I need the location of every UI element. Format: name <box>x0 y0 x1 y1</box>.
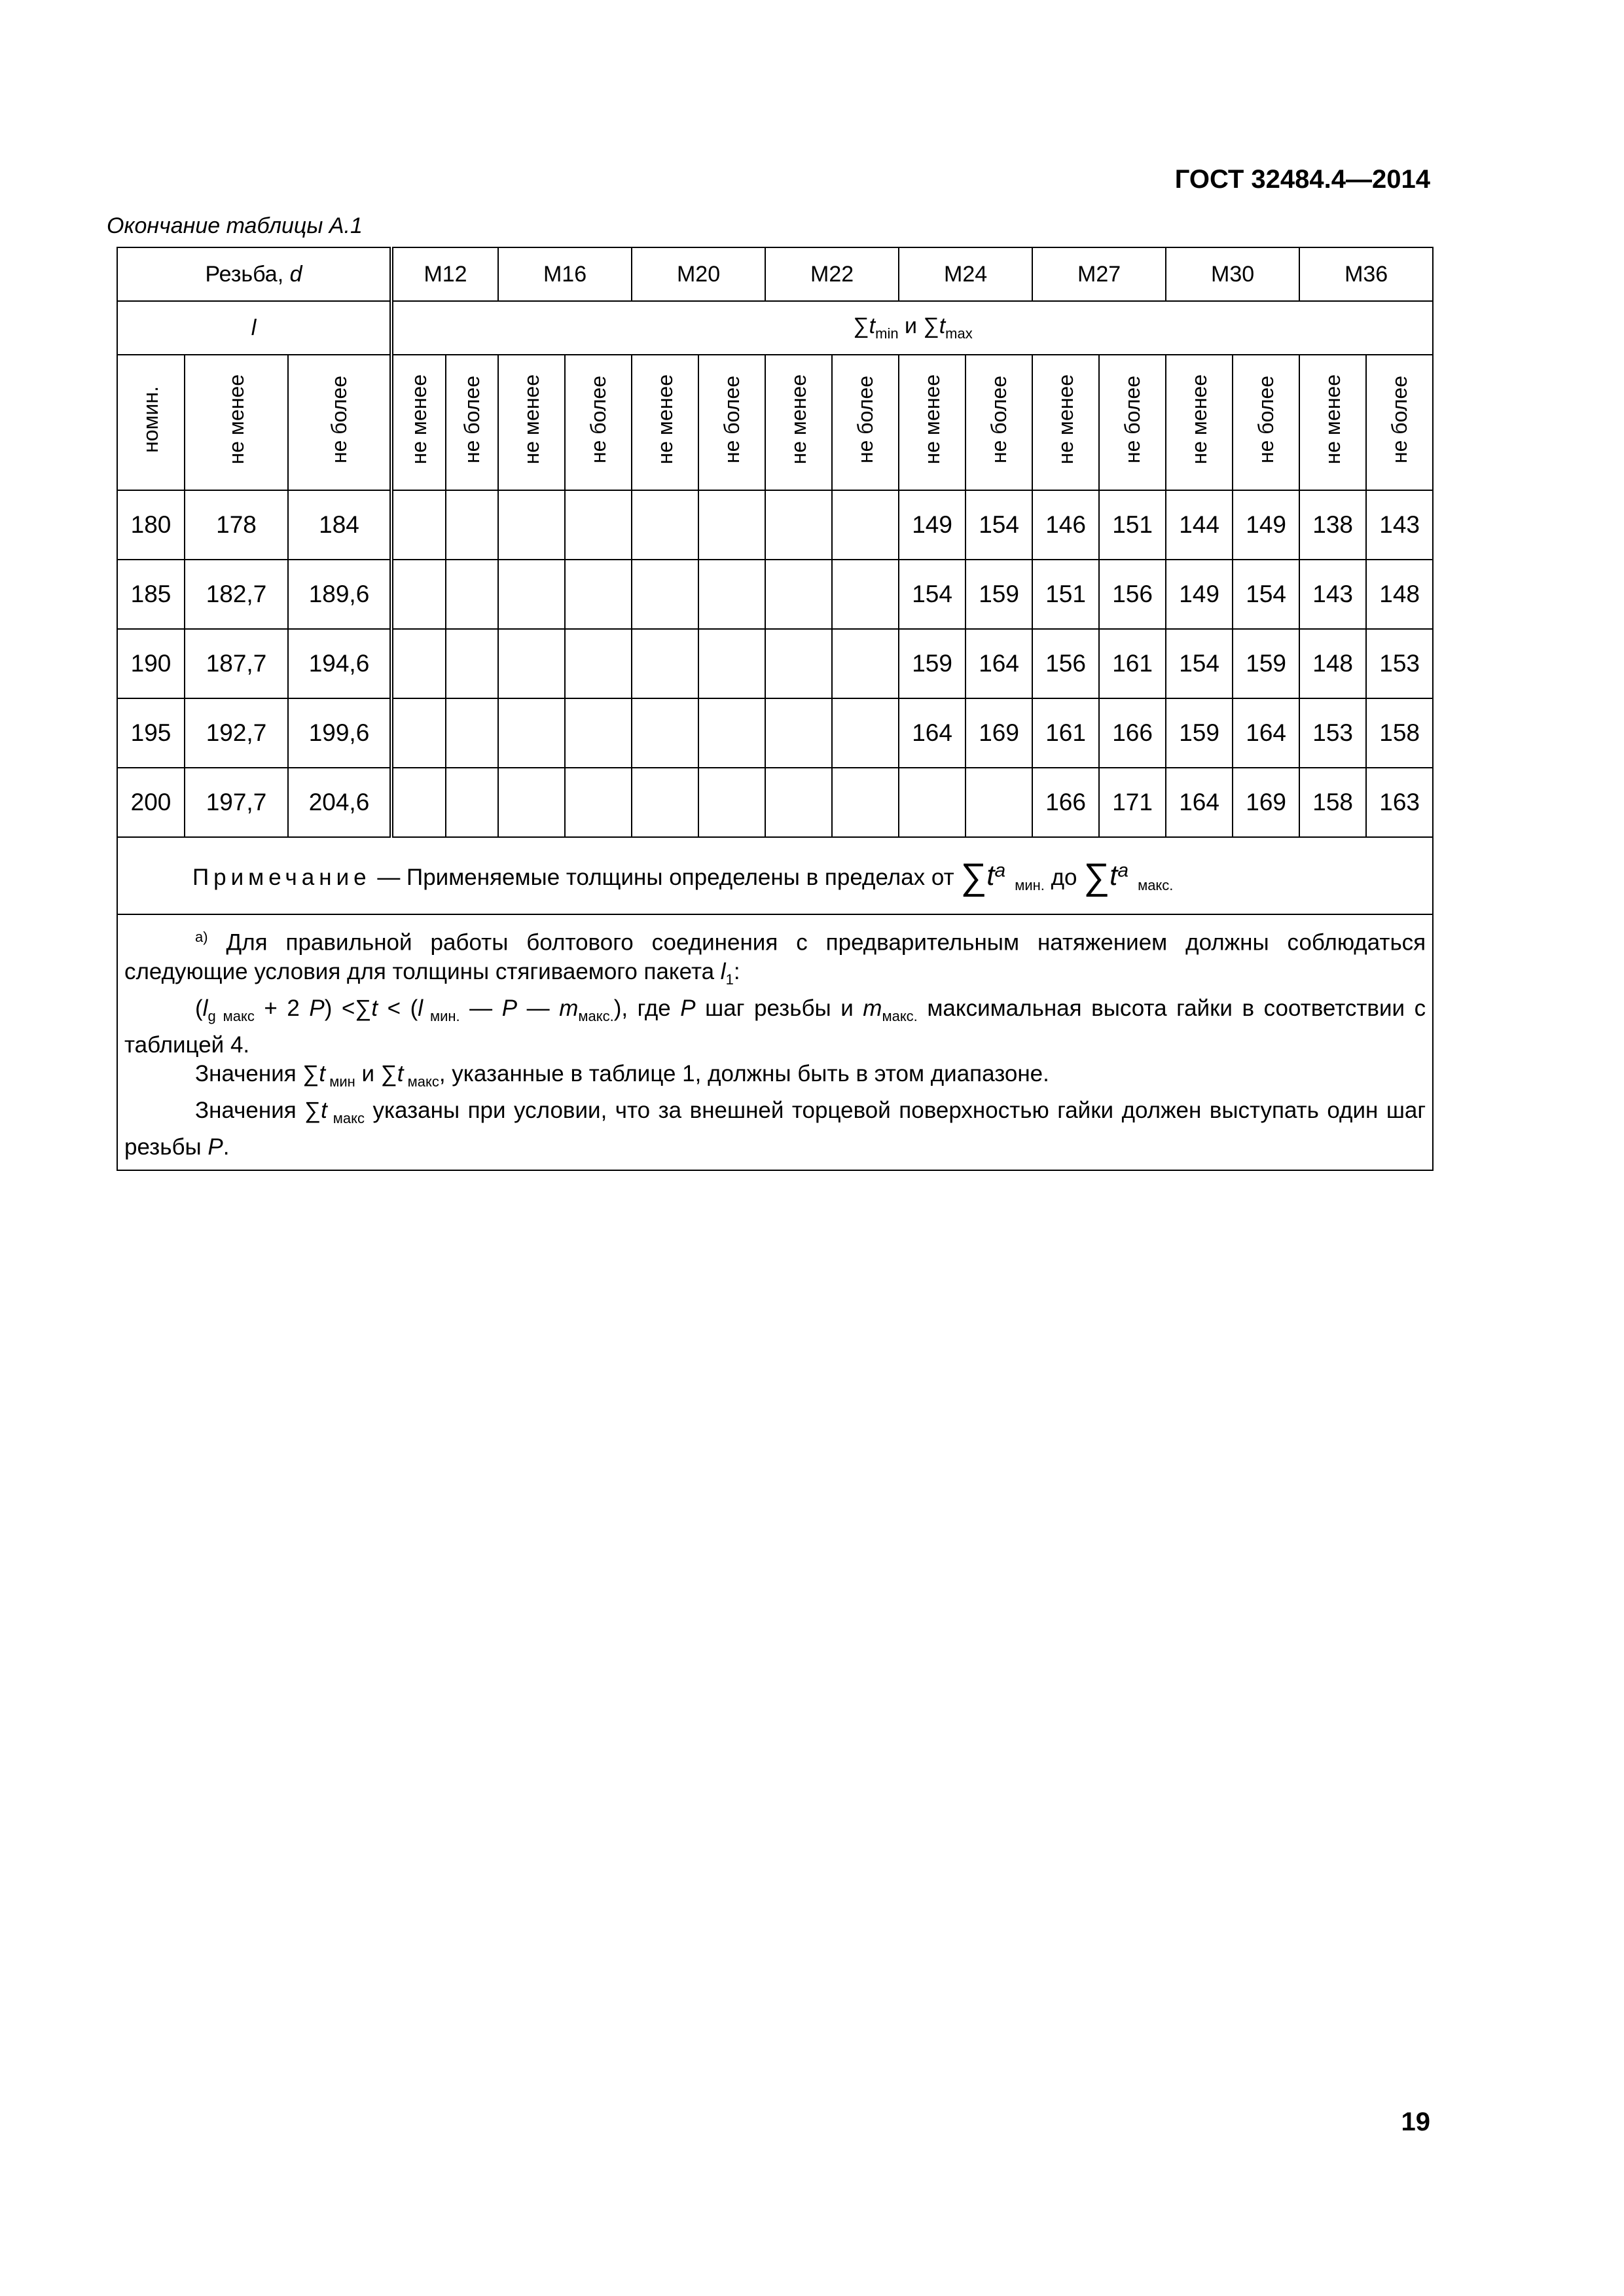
length-header: l <box>117 301 391 355</box>
cell-value: 156 <box>1032 629 1099 698</box>
subheader-min <box>632 355 698 490</box>
cell-value <box>446 560 498 629</box>
cell-l-max: 184 <box>288 490 391 560</box>
cell-value <box>832 629 899 698</box>
cell-value: 154 <box>1233 560 1299 629</box>
table-row <box>117 768 1433 837</box>
cell-value <box>446 768 498 837</box>
subheader-max-label: не более <box>1387 375 1411 464</box>
cell-value <box>765 698 832 768</box>
cell-value: 158 <box>1366 698 1433 768</box>
subheader-max <box>1233 355 1299 490</box>
cell-value <box>565 629 632 698</box>
thread-m12: M12 <box>391 247 498 301</box>
header-row-sums <box>117 301 1433 355</box>
cell-value: 163 <box>1366 768 1433 837</box>
cell-value <box>498 560 565 629</box>
subheader-min <box>899 355 965 490</box>
subheader-nominal-label: номин. <box>139 386 162 453</box>
table-footnote <box>117 914 1433 1170</box>
cell-l-max: 189,6 <box>288 560 391 629</box>
thread-label: Резьба, <box>205 261 284 287</box>
cell-value <box>698 560 765 629</box>
cell-value <box>391 698 446 768</box>
footnote-paragraph-4: Значения ∑t $_{макс}$ указаны при условии, что за внешней торцевой поверхностью гайки должен выступать один шаг резьбы P. <box>124 1097 1426 1160</box>
cell-value: 166 <box>1099 698 1166 768</box>
cell-value: 148 <box>1299 629 1366 698</box>
subheader-max <box>1099 355 1166 490</box>
cell-value: 151 <box>1032 560 1099 629</box>
subheader-min-label: не менее <box>1320 374 1344 465</box>
cell-nominal: 185 <box>117 560 185 629</box>
cell-value: 159 <box>1166 698 1233 768</box>
table-row <box>117 698 1433 768</box>
cell-value <box>565 768 632 837</box>
cell-value <box>632 560 698 629</box>
cell-value: 158 <box>1299 768 1366 837</box>
subheader-min-label: не менее <box>1187 374 1211 465</box>
header-row-threads <box>117 247 1433 301</box>
cell-value: 169 <box>1233 768 1299 837</box>
subheader-max <box>965 355 1032 490</box>
page-number: 19 <box>1401 2108 1430 2136</box>
cell-l-max: 199,6 <box>288 698 391 768</box>
cell-value: 161 <box>1032 698 1099 768</box>
subheader-l-max <box>288 355 391 490</box>
cell-value: 149 <box>1166 560 1233 629</box>
subheader-max-label: не более <box>853 375 877 464</box>
cell-value <box>832 490 899 560</box>
thread-m36: M36 <box>1299 247 1433 301</box>
header-row-limits <box>117 355 1433 490</box>
cell-value: 159 <box>899 629 965 698</box>
cell-value <box>498 698 565 768</box>
cell-nominal: 200 <box>117 768 185 837</box>
footnote-paragraph-2: ($l_{g макс} + 2$ P) <∑t < (l $_{мин.}$ — P — $m_{макс.}$), где P шаг резьбы и $m_{макс.}$ максимальная высота гайки в соответствии с таблицей 4. <box>124 995 1426 1058</box>
cell-value <box>632 629 698 698</box>
cell-value: 153 <box>1366 629 1433 698</box>
cell-l-min: 197,7 <box>185 768 288 837</box>
thread-header <box>117 247 391 301</box>
table-row <box>117 490 1433 560</box>
cell-value <box>698 698 765 768</box>
cell-value <box>899 768 965 837</box>
subheader-min <box>1299 355 1366 490</box>
cell-value <box>698 490 765 560</box>
cell-l-max: 194,6 <box>288 629 391 698</box>
cell-value: 156 <box>1099 560 1166 629</box>
subheader-max-label: не более <box>460 375 484 464</box>
cell-nominal: 180 <box>117 490 185 560</box>
cell-value: 143 <box>1299 560 1366 629</box>
cell-value: 149 <box>899 490 965 560</box>
cell-value <box>698 768 765 837</box>
cell-value: 146 <box>1032 490 1099 560</box>
subheader-max-label: не более <box>719 375 744 464</box>
subheader-max-label: не более <box>586 375 610 464</box>
cell-value <box>565 490 632 560</box>
cell-value <box>498 490 565 560</box>
cell-l-min: 192,7 <box>185 698 288 768</box>
subheader-l-min <box>185 355 288 490</box>
thread-m20: M20 <box>632 247 765 301</box>
cell-value <box>391 629 446 698</box>
subheader-max <box>832 355 899 490</box>
cell-value: 151 <box>1099 490 1166 560</box>
subheader-max <box>1366 355 1433 490</box>
subheader-min-label: не менее <box>407 374 431 465</box>
cell-value <box>765 560 832 629</box>
subheader-max-label: не более <box>1120 375 1144 464</box>
thread-m16: M16 <box>498 247 632 301</box>
cell-value <box>391 490 446 560</box>
cell-value: 164 <box>1166 768 1233 837</box>
subheader-l-max-label: не более <box>327 375 351 464</box>
subheader-min-label: не менее <box>1053 374 1077 465</box>
cell-value: 159 <box>1233 629 1299 698</box>
cell-value <box>391 560 446 629</box>
subheader-min <box>391 355 446 490</box>
cell-value: 171 <box>1099 768 1166 837</box>
cell-value <box>832 768 899 837</box>
footnote-paragraph-1: $^{а)}$ Для правильной работы болтового соединения с предварительным натяжением должны соблюдаться следующие условия для толщины стягиваемого пакета $l_1$: <box>124 929 1426 988</box>
footnote-paragraph-3: Значения ∑t $_{мин}$ и ∑t $_{макс}$, указанные в таблице 1, должны быть в этом диапазоне. <box>195 1060 1049 1090</box>
note-row <box>117 837 1433 914</box>
cell-l-min: 187,7 <box>185 629 288 698</box>
cell-value <box>446 629 498 698</box>
subheader-min-label: не менее <box>519 374 543 465</box>
cell-value <box>765 629 832 698</box>
subheader-l-min-label: не менее <box>224 374 248 465</box>
cell-value: 164 <box>965 629 1032 698</box>
cell-value: 153 <box>1299 698 1366 768</box>
subheader-min-label: не менее <box>920 374 944 465</box>
cell-value <box>498 629 565 698</box>
cell-value: 154 <box>899 560 965 629</box>
thread-m22: M22 <box>765 247 899 301</box>
subheader-max-label: не более <box>1254 375 1278 464</box>
table-row <box>117 560 1433 629</box>
subheader-max <box>446 355 498 490</box>
cell-value: 148 <box>1366 560 1433 629</box>
cell-value <box>632 768 698 837</box>
cell-value: 149 <box>1233 490 1299 560</box>
cell-value <box>965 768 1032 837</box>
cell-value: 154 <box>1166 629 1233 698</box>
thread-m24: M24 <box>899 247 1032 301</box>
bolt-thickness-table <box>117 247 1434 1171</box>
subheader-min <box>1166 355 1233 490</box>
cell-value: 161 <box>1099 629 1166 698</box>
cell-value <box>391 768 446 837</box>
table-caption: Окончание таблицы А.1 <box>107 213 363 238</box>
table-note: Примечание — Применяемые толщины определены в пределах от $\sum t^a_{мин.}$ до $\sum t^a_{макс.}$ <box>117 837 1433 914</box>
subheader-min <box>1032 355 1099 490</box>
cell-l-min: 182,7 <box>185 560 288 629</box>
cell-value <box>765 490 832 560</box>
subheader-nominal <box>117 355 185 490</box>
cell-value <box>765 768 832 837</box>
cell-nominal: 190 <box>117 629 185 698</box>
cell-value: 169 <box>965 698 1032 768</box>
cell-value <box>446 490 498 560</box>
cell-value: 166 <box>1032 768 1099 837</box>
cell-value: 154 <box>965 490 1032 560</box>
cell-value: 159 <box>965 560 1032 629</box>
table-row <box>117 629 1433 698</box>
thread-var: d <box>289 261 302 287</box>
cell-value <box>832 698 899 768</box>
sum-header: $\sum t_{min}$ и $\sum t_{max}$ <box>391 301 1433 355</box>
cell-value <box>832 560 899 629</box>
cell-nominal: 195 <box>117 698 185 768</box>
cell-value: 143 <box>1366 490 1433 560</box>
subheader-min-label: не менее <box>653 374 677 465</box>
thread-m30: M30 <box>1166 247 1299 301</box>
subheader-max <box>565 355 632 490</box>
cell-value <box>632 698 698 768</box>
cell-value <box>632 490 698 560</box>
subheader-max-label: не более <box>986 375 1011 464</box>
cell-value: 144 <box>1166 490 1233 560</box>
thread-m27: M27 <box>1032 247 1166 301</box>
document-standard-number: ГОСТ 32484.4—2014 <box>1174 165 1430 194</box>
subheader-min-label: не менее <box>786 374 810 465</box>
cell-value: 164 <box>899 698 965 768</box>
cell-value: 138 <box>1299 490 1366 560</box>
cell-value <box>498 768 565 837</box>
subheader-min <box>498 355 565 490</box>
subheader-max <box>698 355 765 490</box>
cell-value <box>565 698 632 768</box>
cell-value <box>565 560 632 629</box>
cell-value <box>698 629 765 698</box>
cell-value: 164 <box>1233 698 1299 768</box>
cell-l-max: 204,6 <box>288 768 391 837</box>
footnote-row <box>117 914 1433 1170</box>
subheader-min <box>765 355 832 490</box>
cell-l-min: 178 <box>185 490 288 560</box>
cell-value <box>446 698 498 768</box>
